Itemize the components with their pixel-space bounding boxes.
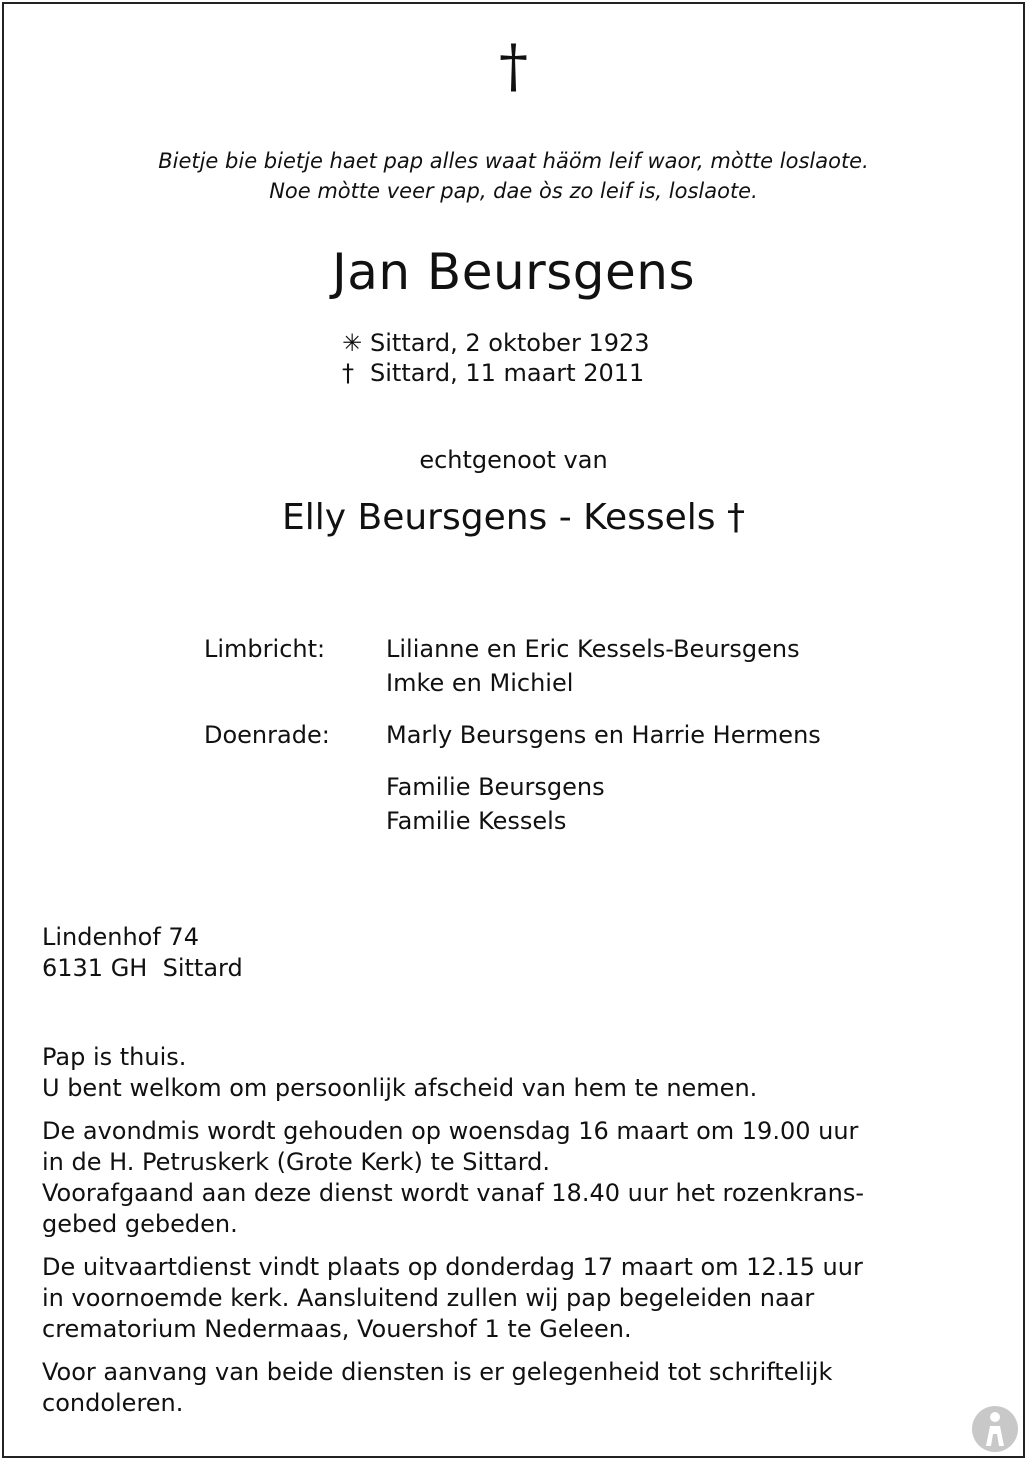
- spouse-intro: echtgenoot van: [419, 446, 608, 474]
- address-city: 6131 GH Sittard: [42, 954, 243, 982]
- memorial-logo-icon: [970, 1404, 1020, 1454]
- family-names: [386, 632, 800, 700]
- family-names: [386, 718, 821, 752]
- family-group-other: [204, 770, 821, 838]
- paragraph-visit: [42, 1042, 996, 1104]
- birth-star-icon: ✳: [342, 329, 363, 357]
- text-line: in voornoemde kerk. Aansluitend zullen wij pap begeleiden naar: [42, 1284, 815, 1312]
- paragraph-funeral-service: [42, 1252, 996, 1345]
- family-place: [204, 770, 386, 838]
- motto: [4, 146, 1023, 206]
- family-place: Doenrade:: [204, 721, 330, 749]
- motto-line: Noe mòtte veer pap, dae òs zo leif is, loslaote.: [269, 179, 758, 203]
- birth-row: [342, 328, 650, 358]
- family-name: Lilianne en Eric Kessels-Beursgens: [386, 635, 800, 663]
- paragraph-evening-mass: [42, 1116, 996, 1240]
- family-name: Imke en Michiel: [386, 669, 574, 697]
- address: [42, 922, 243, 984]
- death-row: [342, 358, 650, 388]
- family-group-doenrade: [204, 718, 821, 752]
- life-dates: [342, 328, 650, 388]
- cross-icon: †: [499, 32, 528, 100]
- text-line: crematorium Nedermaas, Vouershof 1 te Geleen.: [42, 1315, 632, 1343]
- family-list: [204, 632, 821, 838]
- spouse-name: Elly Beursgens - Kessels †: [282, 497, 745, 538]
- text-line: De avondmis wordt gehouden op woensdag 16 maart om 19.00 uur: [42, 1117, 859, 1145]
- text-line: gebed gebeden.: [42, 1210, 238, 1238]
- family-names: [386, 770, 605, 838]
- text-line: Pap is thuis.: [42, 1043, 187, 1071]
- funeral-info: [42, 1042, 996, 1431]
- text-line: Voorafgaand aan deze dienst wordt vanaf 18.40 uur het rozenkrans-: [42, 1179, 864, 1207]
- motto-line: Bietje bie bietje haet pap alles waat häöm leif waor, mòtte loslaote.: [158, 149, 869, 173]
- text-line: U bent welkom om persoonlijk afscheid van hem te nemen.: [42, 1074, 758, 1102]
- address-street: Lindenhof 74: [42, 923, 199, 951]
- death-cross-icon: †: [342, 359, 354, 387]
- paragraph-condolence: [42, 1357, 996, 1419]
- family-place: Limbricht:: [204, 635, 326, 663]
- family-group-limbricht: [204, 632, 821, 700]
- obituary-card: [2, 2, 1025, 1458]
- birth-text: Sittard, 2 oktober 1923: [370, 329, 650, 357]
- death-text: Sittard, 11 maart 2011: [370, 359, 645, 387]
- family-name: Marly Beursgens en Harrie Hermens: [386, 721, 821, 749]
- text-line: in de H. Petruskerk (Grote Kerk) te Sittard.: [42, 1148, 550, 1176]
- text-line: Voor aanvang van beide diensten is er gelegenheid tot schriftelijk: [42, 1358, 833, 1386]
- family-name: Familie Kessels: [386, 807, 567, 835]
- family-name: Familie Beursgens: [386, 773, 605, 801]
- deceased-name: Jan Beursgens: [331, 243, 696, 301]
- text-line: De uitvaartdienst vindt plaats op donderdag 17 maart om 12.15 uur: [42, 1253, 863, 1281]
- text-line: condoleren.: [42, 1389, 184, 1417]
